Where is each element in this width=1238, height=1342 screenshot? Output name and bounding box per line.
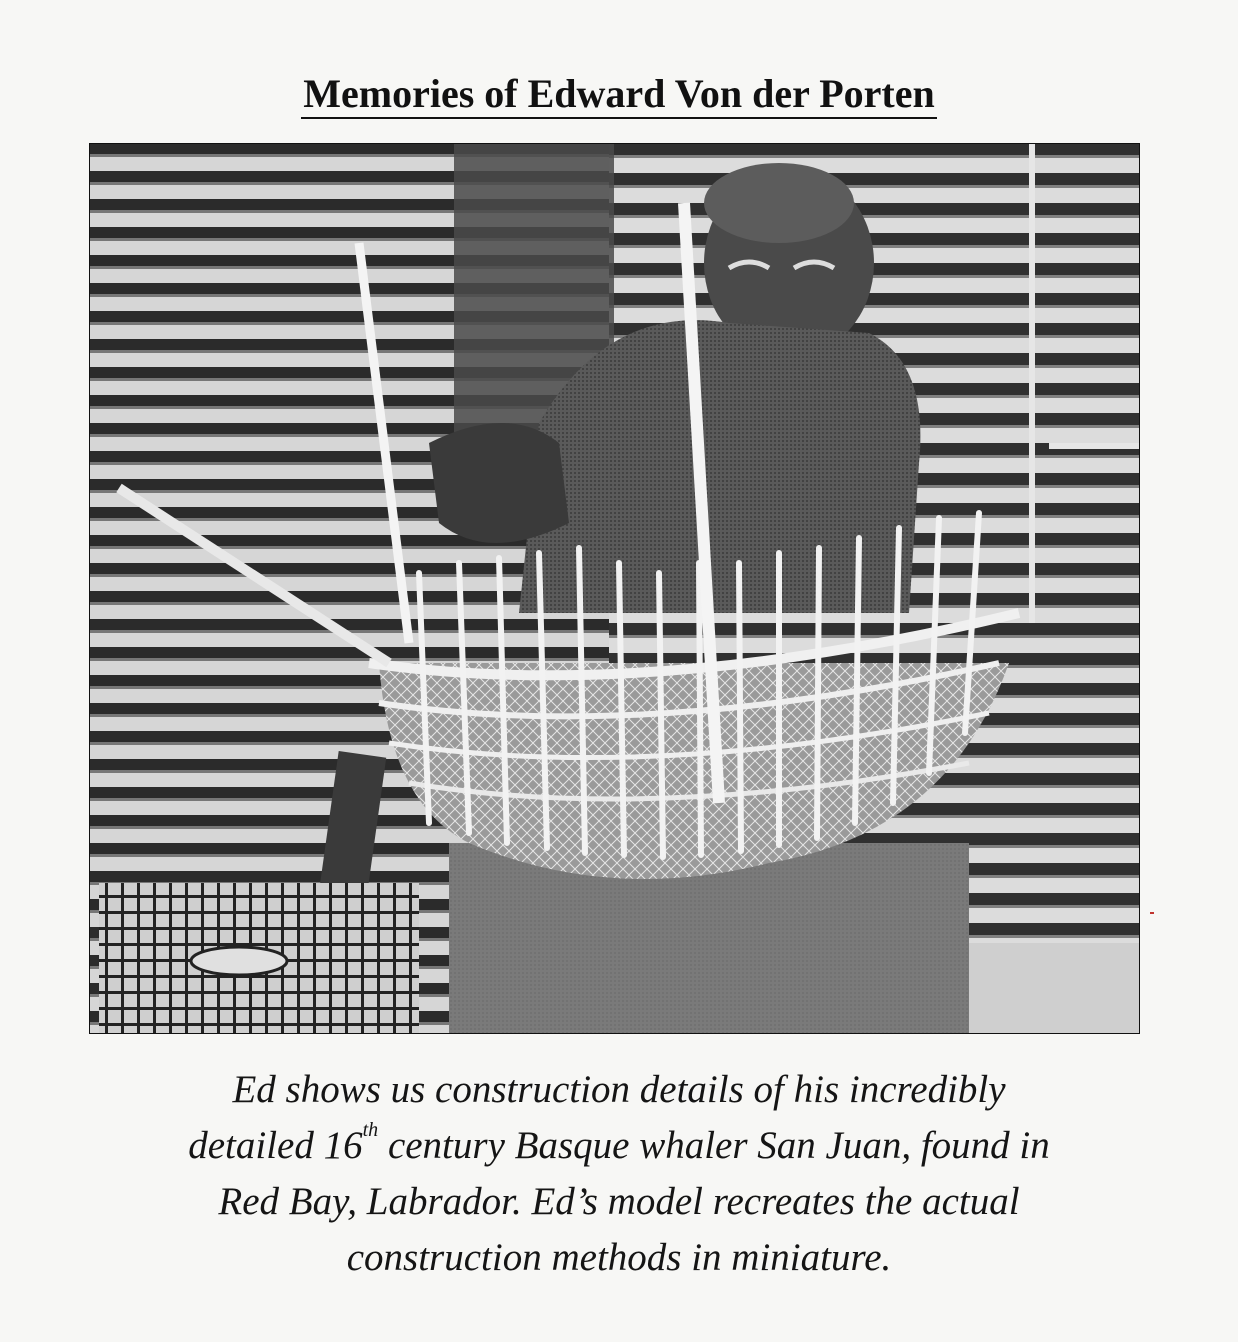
caption-line-3: Red Bay, Labrador. Ed’s model recreates the actual — [218, 1180, 1020, 1223]
caption-line-2-post: century Basque whaler San Juan, found in — [378, 1124, 1050, 1167]
page-title-text: Memories of Edward Von der Porten — [301, 71, 936, 119]
scan-speck — [1150, 912, 1154, 914]
caption-line-2-pre: detailed 16 — [188, 1124, 363, 1167]
photo-caption — [60, 1062, 1178, 1286]
caption-line-4: construction methods in miniature. — [346, 1236, 892, 1279]
caption-superscript: th — [362, 1119, 379, 1141]
crate-label — [191, 947, 287, 975]
page-title — [0, 66, 1238, 122]
ship-model-photo — [89, 143, 1140, 1034]
caption-line-1: Ed shows us construction details of his incredibly — [232, 1068, 1006, 1111]
caption-line-2 — [60, 1118, 1178, 1174]
